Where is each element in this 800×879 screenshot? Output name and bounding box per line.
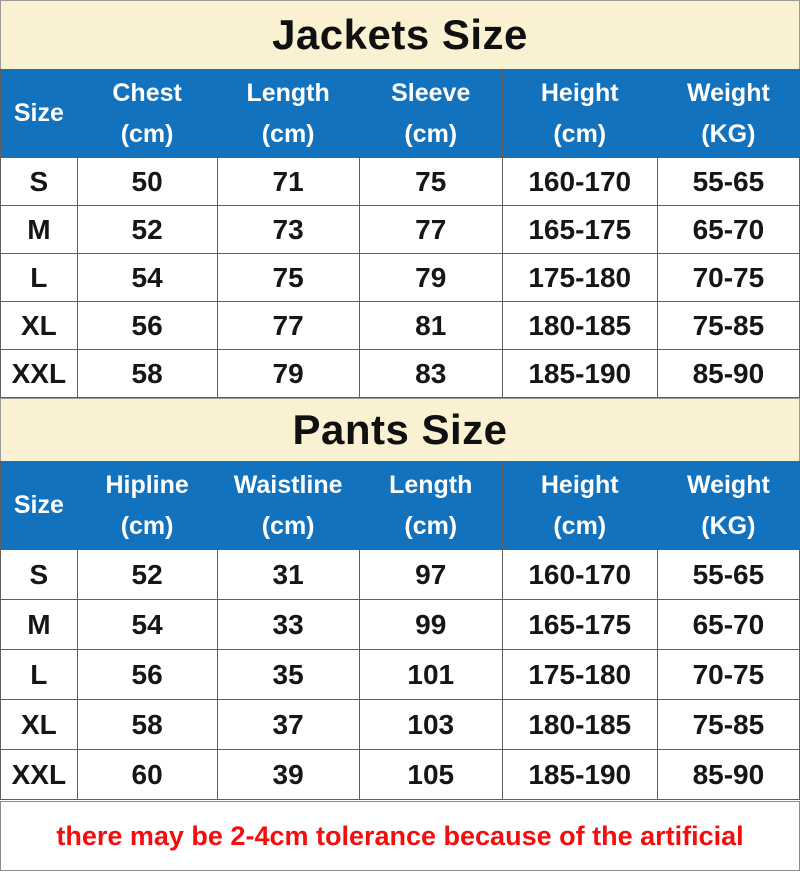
height-cell: 160-170 xyxy=(502,158,657,206)
length-cell: 79 xyxy=(217,350,359,398)
length-cell: 99 xyxy=(359,600,502,650)
sleeve-cell: 77 xyxy=(359,206,502,254)
header-label: Height xyxy=(540,78,619,107)
hipline-cell: 54 xyxy=(77,600,217,650)
header-label: Length xyxy=(246,78,330,107)
height-cell: 185-190 xyxy=(502,350,657,398)
jackets-header-row xyxy=(1,70,800,158)
pants-size-table xyxy=(0,461,800,800)
size-cell: XXL xyxy=(1,350,78,398)
size-cell: XL xyxy=(1,302,78,350)
chest-cell: 52 xyxy=(77,206,217,254)
size-cell: L xyxy=(1,254,78,302)
pants-title: Pants Size xyxy=(0,398,800,462)
weight-cell: 55-65 xyxy=(657,550,799,600)
pants-col-size xyxy=(1,462,78,550)
size-cell: S xyxy=(1,158,78,206)
size-cell: S xyxy=(1,550,78,600)
length-cell: 77 xyxy=(217,302,359,350)
height-cell: 175-180 xyxy=(502,650,657,700)
header-unit: (cm) xyxy=(553,512,607,540)
header-label: Length xyxy=(389,470,473,499)
height-cell: 180-185 xyxy=(502,700,657,750)
waistline-cell: 37 xyxy=(217,700,359,750)
pants-row-l xyxy=(1,650,800,700)
jackets-row-s xyxy=(1,158,800,206)
weight-cell: 70-75 xyxy=(657,254,799,302)
jackets-row-xxl xyxy=(1,350,800,398)
waistline-cell: 33 xyxy=(217,600,359,650)
weight-cell: 65-70 xyxy=(657,206,799,254)
header-label: Weight xyxy=(686,470,770,499)
height-cell: 165-175 xyxy=(502,600,657,650)
pants-col-hipline xyxy=(77,462,217,550)
size-cell: M xyxy=(1,600,78,650)
pants-row-m xyxy=(1,600,800,650)
header-label: Weight xyxy=(686,78,770,107)
length-cell: 73 xyxy=(217,206,359,254)
header-label: Hipline xyxy=(105,470,189,499)
pants-row-xl xyxy=(1,700,800,750)
chest-cell: 56 xyxy=(77,302,217,350)
weight-cell: 75-85 xyxy=(657,700,799,750)
weight-cell: 75-85 xyxy=(657,302,799,350)
jackets-col-chest xyxy=(77,70,217,158)
chest-cell: 58 xyxy=(77,350,217,398)
sleeve-cell: 75 xyxy=(359,158,502,206)
jackets-col-length xyxy=(217,70,359,158)
header-label: Height xyxy=(540,470,619,499)
chest-cell: 54 xyxy=(77,254,217,302)
hipline-cell: 58 xyxy=(77,700,217,750)
jackets-row-l xyxy=(1,254,800,302)
waistline-cell: 39 xyxy=(217,750,359,800)
pants-header-row xyxy=(1,462,800,550)
header-unit: (cm) xyxy=(261,120,315,148)
height-cell: 175-180 xyxy=(502,254,657,302)
pants-row-s xyxy=(1,550,800,600)
sleeve-cell: 79 xyxy=(359,254,502,302)
length-cell: 105 xyxy=(359,750,502,800)
jackets-size-table xyxy=(0,69,800,398)
jackets-row-m xyxy=(1,206,800,254)
header-label: Size xyxy=(13,99,64,128)
jackets-col-weight xyxy=(657,70,799,158)
header-unit: (cm) xyxy=(404,120,458,148)
pants-col-weight xyxy=(657,462,799,550)
sleeve-cell: 81 xyxy=(359,302,502,350)
jackets-col-sleeve xyxy=(359,70,502,158)
length-cell: 71 xyxy=(217,158,359,206)
length-cell: 75 xyxy=(217,254,359,302)
tolerance-note: there may be 2-4cm tolerance because of the artificial xyxy=(0,801,800,871)
header-unit: (cm) xyxy=(553,120,607,148)
header-unit: (KG) xyxy=(701,120,756,148)
waistline-cell: 35 xyxy=(217,650,359,700)
weight-cell: 85-90 xyxy=(657,350,799,398)
weight-cell: 70-75 xyxy=(657,650,799,700)
length-cell: 101 xyxy=(359,650,502,700)
height-cell: 185-190 xyxy=(502,750,657,800)
jackets-title: Jackets Size xyxy=(0,0,800,70)
weight-cell: 55-65 xyxy=(657,158,799,206)
length-cell: 103 xyxy=(359,700,502,750)
size-cell: XXL xyxy=(1,750,78,800)
height-cell: 180-185 xyxy=(502,302,657,350)
pants-col-length xyxy=(359,462,502,550)
header-unit: (cm) xyxy=(261,512,315,540)
jackets-col-height xyxy=(502,70,657,158)
weight-cell: 85-90 xyxy=(657,750,799,800)
header-label: Waistline xyxy=(233,470,343,499)
size-cell: M xyxy=(1,206,78,254)
header-label: Sleeve xyxy=(391,78,471,107)
header-label: Chest xyxy=(112,78,182,107)
pants-col-height xyxy=(502,462,657,550)
hipline-cell: 56 xyxy=(77,650,217,700)
header-unit: (cm) xyxy=(120,120,174,148)
waistline-cell: 31 xyxy=(217,550,359,600)
hipline-cell: 60 xyxy=(77,750,217,800)
length-cell: 97 xyxy=(359,550,502,600)
header-unit: (cm) xyxy=(404,512,458,540)
pants-row-xxl xyxy=(1,750,800,800)
size-cell: L xyxy=(1,650,78,700)
jackets-col-size xyxy=(1,70,78,158)
header-unit: (KG) xyxy=(701,512,756,540)
chest-cell: 50 xyxy=(77,158,217,206)
size-cell: XL xyxy=(1,700,78,750)
hipline-cell: 52 xyxy=(77,550,217,600)
pants-col-waistline xyxy=(217,462,359,550)
height-cell: 160-170 xyxy=(502,550,657,600)
header-unit: (cm) xyxy=(120,512,174,540)
height-cell: 165-175 xyxy=(502,206,657,254)
weight-cell: 65-70 xyxy=(657,600,799,650)
header-label: Size xyxy=(13,491,64,520)
sleeve-cell: 83 xyxy=(359,350,502,398)
jackets-row-xl xyxy=(1,302,800,350)
